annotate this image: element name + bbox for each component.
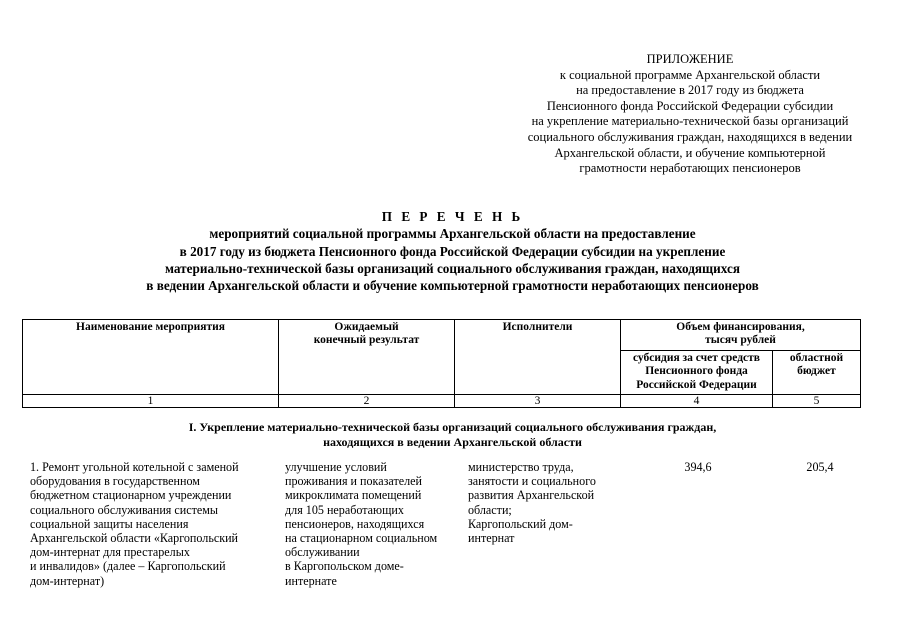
title-line: материально-технической базы организаций социального обслуживания граждан, находящихся xyxy=(165,260,740,276)
col-header-pfr-subsidy: субсидия за счет средств Пенсионного фонда Российской Федерации xyxy=(621,351,773,395)
col-number: 2 xyxy=(279,395,455,408)
text-line: развития Архангельской xyxy=(468,488,595,503)
appendix-line: Пенсионного фонда Российской Федерации субсидии xyxy=(546,98,834,113)
appendix-line: социального обслуживания граждан, находящихся в ведении xyxy=(527,129,853,144)
section-title-line: находящихся в ведении Архангельской области xyxy=(323,434,582,449)
col-header-name: Наименование мероприятия xyxy=(23,320,279,395)
text-line: занятости и социального xyxy=(468,474,596,489)
col-header-result: Ожидаемый конечный результат xyxy=(279,320,455,395)
document-title xyxy=(0,208,905,294)
text-line: улучшение условий xyxy=(285,460,387,474)
text-line: бюджетном стационарном учреждении xyxy=(30,488,232,503)
text-line: социального обслуживания системы xyxy=(30,502,219,517)
text-line: дом-интернат) xyxy=(30,573,105,588)
appendix-line: на предоставление в 2017 году из бюджета xyxy=(576,83,804,98)
row1-result xyxy=(285,460,460,588)
appendix-line: на укрепление материально-технической базы организаций xyxy=(531,114,849,129)
col-number: 4 xyxy=(621,395,773,408)
col-number: 5 xyxy=(773,395,861,408)
text-line: области; xyxy=(468,502,512,517)
row1-name xyxy=(30,460,270,588)
col-header-executors: Исполнители xyxy=(455,320,621,395)
text-line: пенсионеров, находящихся xyxy=(285,516,425,531)
section-title-line: I. Укрепление материально-технической базы организаций социального обслуживания граждан, xyxy=(188,420,717,434)
title-line: в 2017 году из бюджета Пенсионного фонда Российской Федерации субсидии на укрепление xyxy=(179,243,726,259)
text-line: министерство труда, xyxy=(468,460,574,474)
appendix-line: грамотности неработающих пенсионеров xyxy=(579,161,801,176)
text-line: интернат xyxy=(468,531,515,546)
text-line: проживания и показателей xyxy=(285,474,422,489)
appendix-line: ПРИЛОЖЕНИЕ xyxy=(646,52,734,66)
text-line: обслуживании xyxy=(285,545,360,560)
title-line: мероприятий социальной программы Архангельской области на предоставление xyxy=(209,226,696,242)
appendix-line: Архангельской области, и обучение компьютерной xyxy=(554,145,826,160)
text-line: микроклимата помещений xyxy=(285,488,422,503)
text-line: в Каргопольском доме- xyxy=(285,559,404,574)
text-line: интернате xyxy=(285,573,337,588)
col-header-financing: Объем финансирования, тысяч рублей xyxy=(621,320,861,351)
row1-executors xyxy=(468,460,618,545)
text-line: оборудования в государственном xyxy=(30,474,200,489)
section-title xyxy=(0,420,905,449)
col-number: 3 xyxy=(455,395,621,408)
row1-pfr-subsidy: 394,6 xyxy=(684,460,712,474)
text-line: социальной защиты населения xyxy=(30,516,189,531)
text-line: и инвалидов» (далее – Каргопольский xyxy=(30,559,226,574)
col-number: 1 xyxy=(23,395,279,408)
text-line: для 105 неработающих xyxy=(285,502,404,517)
text-line: Каргопольский дом- xyxy=(468,516,573,531)
text-line: 1. Ремонт угольной котельной с заменой xyxy=(30,460,239,474)
appendix-line: к социальной программе Архангельской области xyxy=(559,67,821,82)
text-line: дом-интернат для престарелых xyxy=(30,545,190,560)
appendix-block xyxy=(470,52,905,177)
text-line: Архангельской области «Каргопольский xyxy=(30,531,239,546)
row1-regional-budget: 205,4 xyxy=(806,460,834,474)
col-header-regional-budget: областной бюджет xyxy=(773,351,861,395)
title-line: в ведении Архангельской области и обучение компьютерной грамотности неработающих пенсионеров xyxy=(146,278,759,294)
title-heading: П Е Р Е Ч Е Н Ь xyxy=(381,209,524,224)
text-line: на стационарном социальном xyxy=(285,531,438,546)
header-table xyxy=(22,319,861,408)
